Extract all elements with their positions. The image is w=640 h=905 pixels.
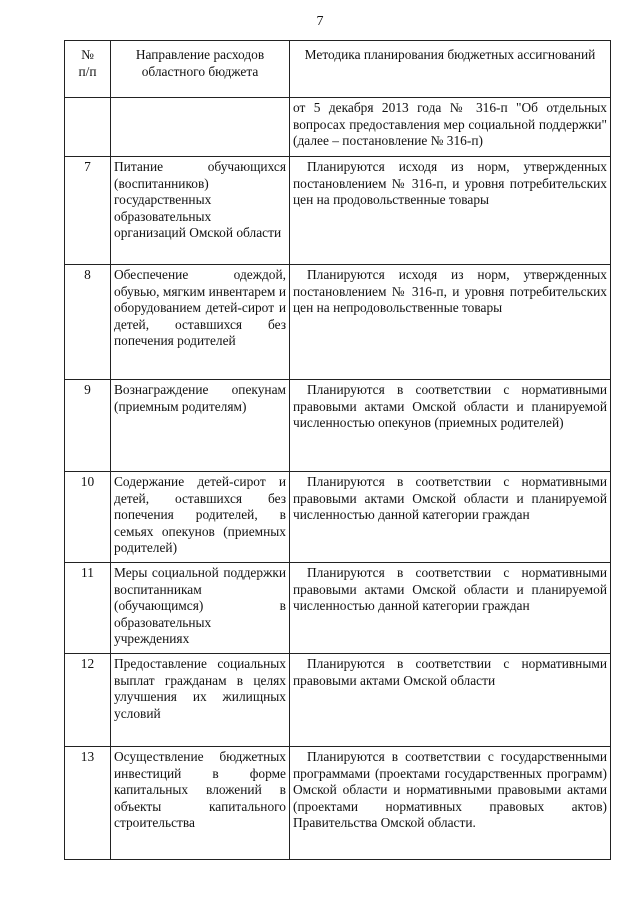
table-row [65, 380, 611, 472]
row-direction: Питание обучающихся (воспитанников) государственных образовательных организаций Омской области [111, 157, 290, 265]
row-method: Планируются исходя из норм, утвержденных постановлением № 316-п, и уровня потребительских цен на продовольственные товары [290, 157, 611, 265]
row-direction [111, 98, 290, 157]
row-direction: Осуществление бюджетных инвестиций в форме капитальных вложений в объекты капитального строительства [111, 747, 290, 860]
page-number: 7 [316, 14, 324, 29]
table-row [65, 265, 611, 380]
row-num: 12 [65, 654, 111, 747]
header-direction: Направление расходов областного бюджета [111, 41, 290, 98]
row-num: 13 [65, 747, 111, 860]
budget-methodology-table [64, 40, 611, 860]
header-num: № п/п [65, 41, 111, 98]
row-direction: Содержание детей-сирот и детей, оставшихся без попечения родителей, в семьях опекунов (приемных родителей) [111, 472, 290, 563]
row-direction: Обеспечение одеждой, обувью, мягким инвентарем и оборудованием детей-сирот и детей, оставшихся без попечения родителей [111, 265, 290, 380]
row-num: 8 [65, 265, 111, 380]
table-row [65, 157, 611, 265]
row-num: 10 [65, 472, 111, 563]
table-row [65, 747, 611, 860]
row-method: Планируются в соответствии с нормативными правовыми актами Омской области и планируемой численностью опекунов (приемных родителей) [290, 380, 611, 472]
row-method: Планируются в соответствии с нормативными правовыми актами Омской области и планируемой численностью данной категории граждан [290, 472, 611, 563]
header-method: Методика планирования бюджетных ассигнований [290, 41, 611, 98]
row-method: Планируются в соответствии с нормативными правовыми актами Омской области и планируемой численностью данной категории граждан [290, 563, 611, 654]
row-method: Планируются в соответствии с государственными программами (проектами государственных программ) Омской области и нормативными правовыми актами (проектами нормативных правовых актов) Правительства Омской области. [290, 747, 611, 860]
row-direction: Вознаграждение опекунам (приемным родителям) [111, 380, 290, 472]
table-row [65, 654, 611, 747]
row-num: 9 [65, 380, 111, 472]
row-direction: Меры социальной поддержки воспитанникам (обучающимся) в образовательных учреждениях [111, 563, 290, 654]
row-num: 11 [65, 563, 111, 654]
row-num [65, 98, 111, 157]
row-method: Планируются исходя из норм, утвержденных постановлением № 316-п, и уровня потребительских цен на непродовольственные товары [290, 265, 611, 380]
row-method: от 5 декабря 2013 года № 316-п "Об отдельных вопросах предоставления мер социальной поддержки" (далее – постановление № 316-п) [290, 98, 611, 157]
row-method: Планируются в соответствии с нормативными правовыми актами Омской области [290, 654, 611, 747]
table-row [65, 563, 611, 654]
table-row [65, 98, 611, 157]
row-num: 7 [65, 157, 111, 265]
table-header-row [65, 41, 611, 98]
table-row [65, 472, 611, 563]
row-direction: Предоставление социальных выплат гражданам в целях улучшения их жилищных условий [111, 654, 290, 747]
